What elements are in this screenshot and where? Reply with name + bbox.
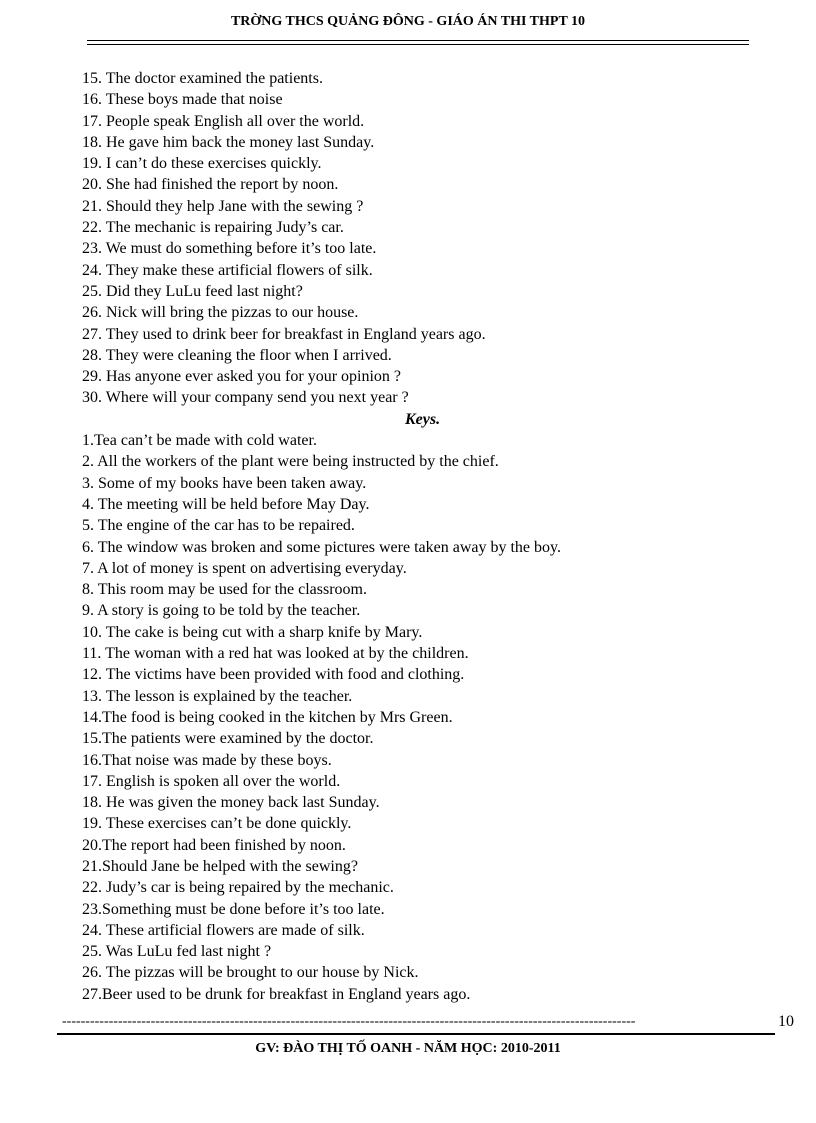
key-line: 15.The patients were examined by the doctor. [82,730,374,748]
key-line: 24. These artificial flowers are made of silk. [82,921,365,939]
key-line: 16.That noise was made by these boys. [82,751,332,769]
key-line: 22. Judy’s car is being repaired by the mechanic. [82,879,394,897]
key-line: 12. The victims have been provided with food and clothing. [82,666,465,684]
exercise-line: 24. They make these artificial flowers of silk. [82,261,373,279]
key-line: 18. He was given the money back last Sunday. [82,794,380,812]
key-line: 21.Should Jane be helped with the sewing? [82,857,358,875]
page-header: TRỜNG THCS QUẢNG ĐÔNG - GIÁO ÁN THI THPT 10 [230,14,586,29]
exercise-line: 29. Has anyone ever asked you for your opinion ? [82,368,402,386]
exercise-line: 30. Where will your company send you next year ? [82,389,409,407]
exercise-line: 15. The doctor examined the patients. [82,70,323,87]
exercise-line: 16. These boys made that noise [82,91,283,109]
footer-dashed-line: --------------------------------------------------------------------------------------------------------------------------- [62,1014,636,1029]
footer-rule [57,1033,775,1035]
exercise-line: 23. We must do something before it’s too late. [82,240,377,258]
exercise-line: 25. Did they LuLu feed last night? [82,282,303,300]
key-line: 25. Was LuLu fed last night ? [82,943,272,961]
key-line: 4. The meeting will be held before May Day. [82,495,370,513]
exercise-line: 22. The mechanic is repairing Judy’s car. [82,219,344,237]
exercise-line: 27. They used to drink beer for breakfast in England years ago. [82,325,486,343]
key-line: 1.Tea can’t be made with cold water. [82,432,317,450]
key-line: 8. This room may be used for the classroom. [82,581,367,599]
page-number: 10 [778,1013,794,1030]
key-line: 3. Some of my books have been taken away. [82,474,367,492]
key-line: 14.The food is being cooked in the kitchen by Mrs Green. [82,708,453,726]
key-line: 13. The lesson is explained by the teacher. [82,687,353,705]
key-line: 9. A story is going to be told by the teacher. [82,602,361,620]
exercise-line: 18. He gave him back the money last Sunday. [82,133,375,151]
key-line: 20.The report had been finished by noon. [82,836,346,854]
page-footer: GV: ĐÀO THỊ TỐ OANH - NĂM HỌC: 2010-2011 [255,1041,561,1056]
key-line: 6. The window was broken and some pictures were taken away by the boy. [82,538,561,556]
exercise-list [82,68,772,409]
key-line: 7. A lot of money is spent on advertising everyday. [82,559,407,577]
key-line: 2. All the workers of the plant were being instructed by the chief. [82,453,499,471]
key-line: 11. The woman with a red hat was looked at by the children. [82,645,469,663]
key-line: 17. English is spoken all over the world. [82,772,341,790]
exercise-line: 19. I can’t do these exercises quickly. [82,155,322,173]
key-line: 27.Beer used to be drunk for breakfast in England years ago. [82,985,471,1003]
document-body [82,68,772,1005]
keys-heading: Keys. [405,410,441,428]
exercise-line: 17. People speak English all over the world. [82,112,365,130]
key-line: 10. The cake is being cut with a sharp knife by Mary. [82,623,423,641]
key-line: 26. The pizzas will be brought to our house by Nick. [82,964,419,982]
exercise-line: 20. She had finished the report by noon. [82,176,339,194]
keys-list [82,430,772,1005]
exercise-line: 28. They were cleaning the floor when I arrived. [82,346,392,364]
header-rule-bottom [87,44,749,45]
header-rule-top [87,40,749,41]
key-line: 19. These exercises can’t be done quickly. [82,815,352,833]
key-line: 5. The engine of the car has to be repaired. [82,517,355,535]
exercise-line: 26. Nick will bring the pizzas to our house. [82,304,359,322]
exercise-line: 21. Should they help Jane with the sewing ? [82,197,364,215]
key-line: 23.Something must be done before it’s too late. [82,900,385,918]
